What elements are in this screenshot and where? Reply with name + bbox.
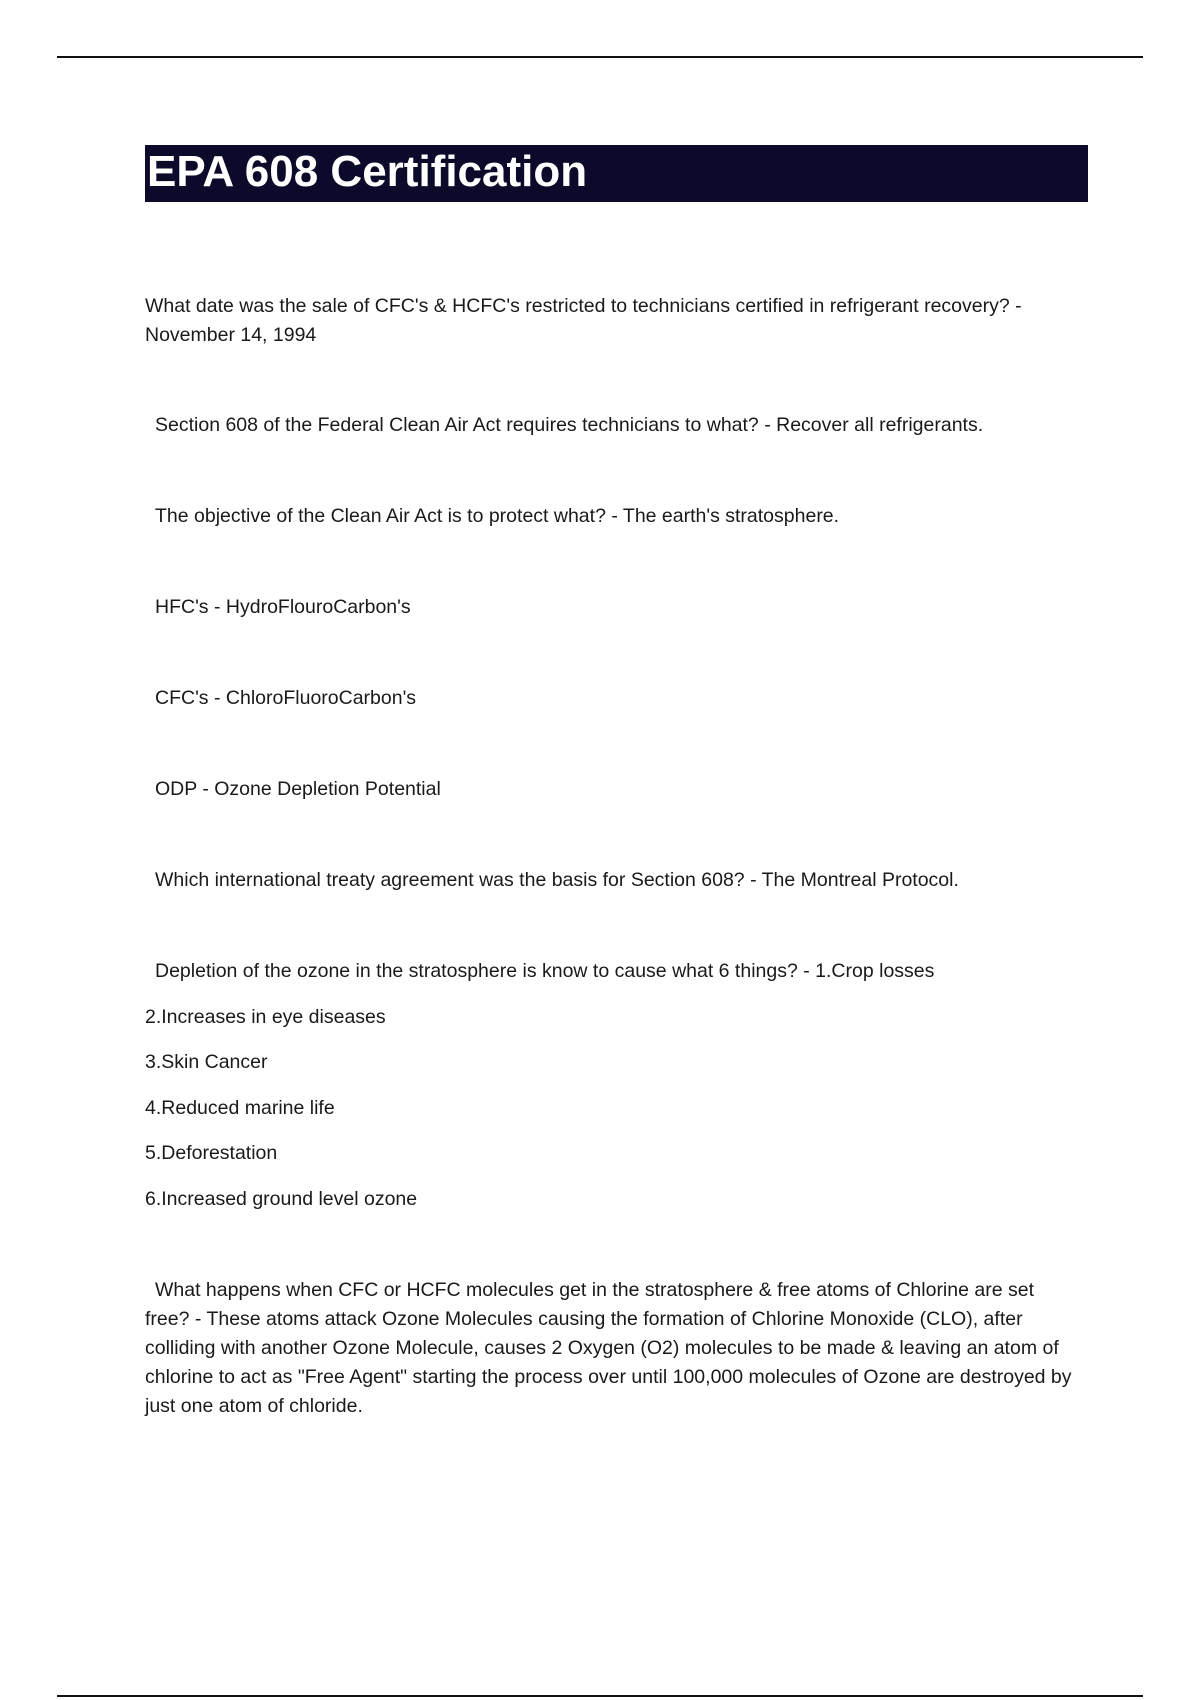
question-text: What date was the sale of CFC's & HCFC's restricted to technicians certified in refrigerant recovery? (145, 295, 1010, 317)
question-text: CFC's (155, 687, 209, 709)
answer-text: Ozone Depletion Potential (214, 778, 441, 800)
list-item: 2.Increases in eye diseases (145, 1006, 386, 1028)
list-item: 3.Skin Cancer (145, 1051, 268, 1073)
qa-item (145, 593, 1085, 622)
question-text: Which international treaty agreement was the basis for Section 608? (155, 869, 745, 891)
qa-item (145, 292, 1075, 350)
answer-text: HydroFlouroCarbon's (225, 596, 411, 618)
list-item: 4.Reduced marine life (145, 1097, 335, 1119)
document-title: EPA 608 Certification (147, 147, 588, 196)
answer-text: The earth's stratosphere. (622, 505, 840, 527)
qa-item (145, 1276, 1075, 1421)
answer-text: November 14, 1994 (145, 324, 317, 346)
qa-separator: - (196, 778, 215, 800)
question-text: Depletion of the ozone in the stratosphere is know to cause what 6 things? (155, 960, 798, 982)
list-item: 6.Increased ground level ozone (145, 1188, 418, 1210)
header-rule (57, 56, 1143, 58)
qa-separator: - (208, 687, 226, 709)
question-text: Section 608 of the Federal Clean Air Act requires technicians to what? (155, 414, 759, 436)
answer-text: Recover all refrigerants. (776, 414, 984, 436)
qa-separator: - (189, 1308, 207, 1330)
question-text: HFC's (155, 596, 209, 618)
list-item: 5.Deforestation (145, 1142, 278, 1164)
qa-separator: - (1009, 295, 1022, 317)
qa-separator: - (208, 596, 226, 618)
footer-rule (57, 1695, 1143, 1697)
qa-item (145, 411, 1085, 440)
qa-separator: - (797, 960, 816, 982)
question-text: What happens when CFC or HCFC molecules get in the stratosphere & free atoms of Chlorine are set free? (145, 1279, 1034, 1330)
question-text: The objective of the Clean Air Act is to protect what? (155, 505, 606, 527)
qa-separator: - (744, 869, 762, 891)
qa-item (145, 866, 1085, 895)
answer-text: These atoms attack Ozone Molecules causing the formation of Chlorine Monoxide (CLO), after colliding with another Ozone Molecule, causes 2 Oxygen (O2) molecules to be made & leaving an atom of chlorine to act as "Free Agent" starting the process over until 100,000 molecules of Ozone are destroyed by just one atom of chloride. (145, 1308, 1072, 1417)
qa-separator: - (605, 505, 623, 527)
qa-item (145, 684, 1085, 713)
answer-text: ChloroFluoroCarbon's (225, 687, 417, 709)
qa-item (145, 957, 1085, 986)
answer-text: The Montreal Protocol. (761, 869, 959, 891)
qa-item (145, 502, 1085, 531)
qa-item (145, 775, 1085, 804)
qa-separator: - (758, 414, 777, 436)
question-text: ODP (155, 778, 197, 800)
answer-text: 1.Crop losses (815, 960, 935, 982)
title-banner (145, 145, 1088, 202)
